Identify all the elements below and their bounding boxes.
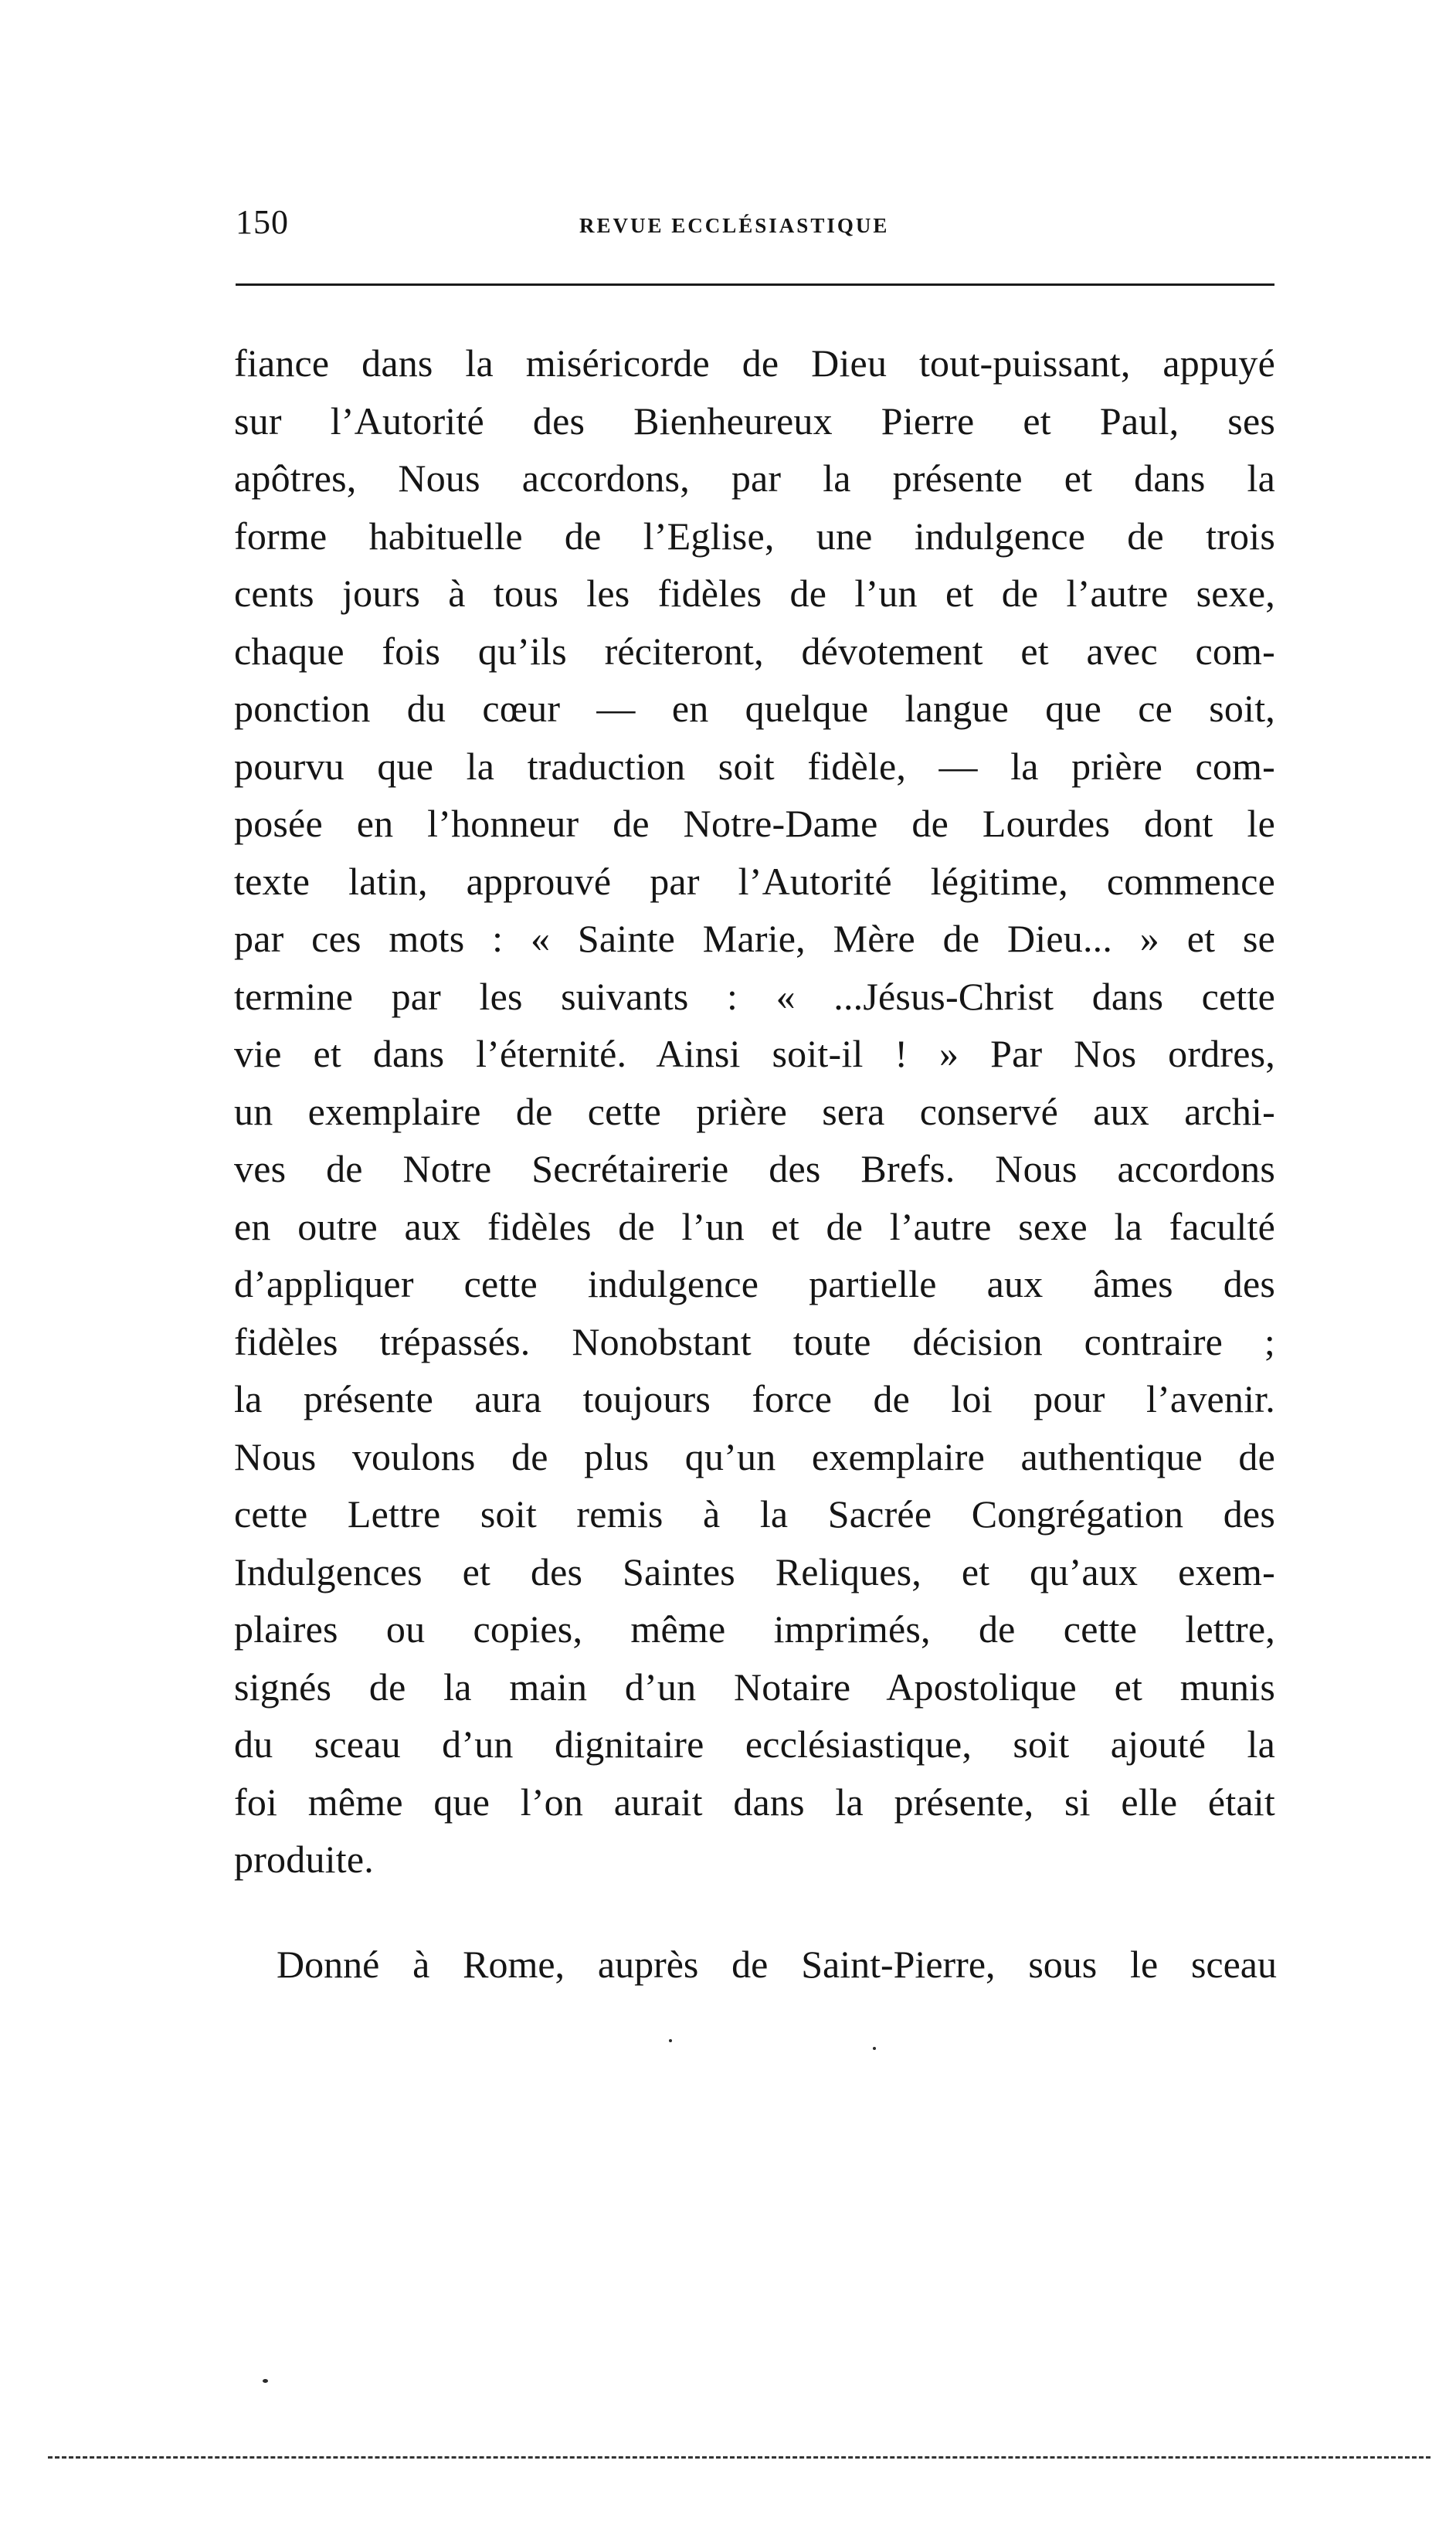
- ink-speck: [669, 2039, 672, 2042]
- text-line: en outre aux fidèles de l’un et de l’autre sexe la faculté: [234, 1204, 1275, 1248]
- header-rule: [236, 283, 1274, 286]
- body-text: [234, 334, 1275, 1889]
- text-line: Indulgences et des Saintes Reliques, et qu’aux exem-: [234, 1549, 1275, 1593]
- text-line: foi même que l’on aurait dans la présente, si elle était: [234, 1780, 1275, 1824]
- text-line: la présente aura toujours force de loi pour l’avenir.: [234, 1377, 1275, 1420]
- ink-speck: [263, 2379, 268, 2383]
- text-line: fidèles trépassés. Nonobstant toute décision contraire ;: [234, 1319, 1275, 1363]
- text-line: un exemplaire de cette prière sera conservé aux archi-: [234, 1089, 1275, 1133]
- dateline: Donné à Rome, auprès de Saint-Pierre, sous le sceau: [277, 1943, 1277, 1986]
- text-line: cette Lettre soit remis à la Sacrée Congrégation des: [234, 1492, 1275, 1536]
- running-head: [236, 202, 1259, 249]
- bottom-rule: [48, 2456, 1431, 2459]
- text-line: chaque fois qu’ils réciteront, dévotement et avec com-: [234, 629, 1275, 673]
- running-title: REVUE ECCLÉSIASTIQUE: [579, 214, 890, 237]
- text-line: ves de Notre Secrétairerie des Brefs. Nous accordons: [234, 1147, 1275, 1190]
- text-line: forme habituelle de l’Eglise, une indulgence de trois: [234, 514, 1275, 558]
- text-line: termine par les suivants : « ...Jésus-Christ dans cette: [234, 974, 1275, 1018]
- text-line: Nous voulons de plus qu’un exemplaire authentique de: [234, 1434, 1275, 1478]
- text-line: ponction du cœur — en quelque langue que ce soit,: [234, 687, 1275, 730]
- text-line: apôtres, Nous accordons, par la présente et dans la: [234, 456, 1275, 500]
- ink-speck: [873, 2047, 876, 2050]
- text-line: pourvu que la traduction soit fidèle, — la prière com-: [234, 744, 1275, 788]
- text-line: texte latin, approuvé par l’Autorité légitime, commence: [234, 859, 1275, 903]
- text-line: vie et dans l’éternité. Ainsi soit-il ! » Par Nos ordres,: [234, 1032, 1275, 1075]
- text-line: d’appliquer cette indulgence partielle aux âmes des: [234, 1262, 1275, 1305]
- text-line: posée en l’honneur de Notre-Dame de Lourdes dont le: [234, 802, 1275, 845]
- text-line: du sceau d’un dignitaire ecclésiastique, soit ajouté la: [234, 1722, 1275, 1766]
- text-line: par ces mots : « Sainte Marie, Mère de Dieu... » et se: [234, 917, 1275, 960]
- text-line: signés de la main d’un Notaire Apostolique et munis: [234, 1665, 1275, 1709]
- text-line: sur l’Autorité des Bienheureux Pierre et Paul, ses: [234, 399, 1275, 443]
- text-line: plaires ou copies, même imprimés, de cette lettre,: [234, 1607, 1275, 1651]
- page-number: 150: [236, 203, 289, 241]
- text-line: produite.: [234, 1838, 374, 1881]
- text-line: fiance dans la miséricorde de Dieu tout-puissant, appuyé: [234, 341, 1275, 385]
- text-line: cents jours à tous les fidèles de l’un et de l’autre sexe,: [234, 572, 1275, 615]
